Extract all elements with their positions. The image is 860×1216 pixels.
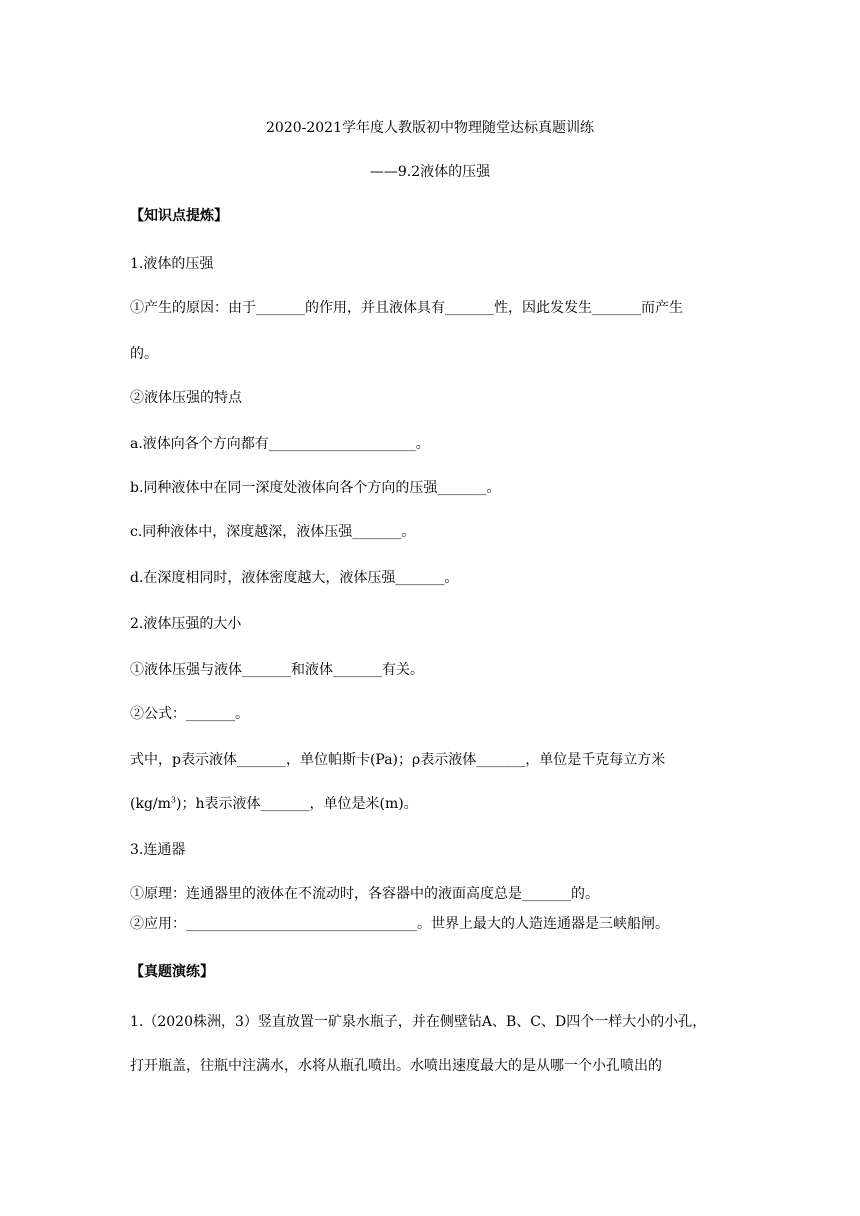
section-heading-practice: 【真题演练】: [130, 964, 214, 980]
s2-desc-line2-b: )；h表示液体_______，单位是米(m)。: [176, 796, 418, 812]
s2-title: 2.液体压强的大小: [130, 616, 242, 632]
s1-item2-title: ②液体压强的特点: [130, 390, 242, 406]
s1-title: 1.液体的压强: [130, 256, 214, 272]
s1-point-d: d.在深度相同时，液体密度越大，液体压强_______。: [130, 570, 459, 586]
s1-point-b: b.同种液体中在同一深度处液体向各个方向的压强_______。: [130, 480, 501, 496]
s3-title: 3.连通器: [130, 842, 186, 858]
s2-desc-line1: 式中，p表示液体_______，单位帕斯卡(Pa)；ρ表示液体_______，单位是千克每立方米: [130, 752, 666, 768]
s3-item1: ①原理：连通器里的液体在不流动时，各容器中的液面高度总是_______的。: [130, 886, 599, 902]
s2-desc-line2: [130, 794, 418, 814]
document-subtitle: ——9.2液体的压强: [369, 164, 491, 180]
s3-item2: ②应用：_________________________________。世界上最大的人造连通器是三峡船闸。: [130, 916, 669, 932]
s1-point-c: c.同种液体中，深度越深，液体压强_______。: [130, 524, 416, 540]
s2-item2: ②公式：_______。: [130, 706, 249, 722]
s1-item1-line2: 的。: [130, 346, 158, 362]
section-heading-knowledge: 【知识点提炼】: [130, 208, 228, 224]
s1-point-a: a.液体向各个方向都有_____________________。: [130, 436, 430, 452]
s1-item1-line1: ①产生的原因：由于_______的作用，并且液体具有_______性，因此发发生_______而产生: [130, 300, 683, 316]
s2-desc-line2-a: (kg/m: [130, 796, 171, 812]
document-title: 2020-2021学年度人教版初中物理随堂达标真题训练: [266, 120, 594, 136]
q1-line2: 打开瓶盖，往瓶中注满水，水将从瓶孔喷出。水喷出速度最大的是从哪一个小孔喷出的: [130, 1058, 662, 1074]
s2-item1: ①液体压强与液体_______和液体_______有关。: [130, 662, 424, 678]
q1-line1: 1.（2020株洲，3）竖直放置一矿泉水瓶子，并在侧壁钻A、B、C、D四个一样大小的小孔，: [130, 1014, 707, 1030]
unit-superscript: 3: [170, 795, 176, 805]
